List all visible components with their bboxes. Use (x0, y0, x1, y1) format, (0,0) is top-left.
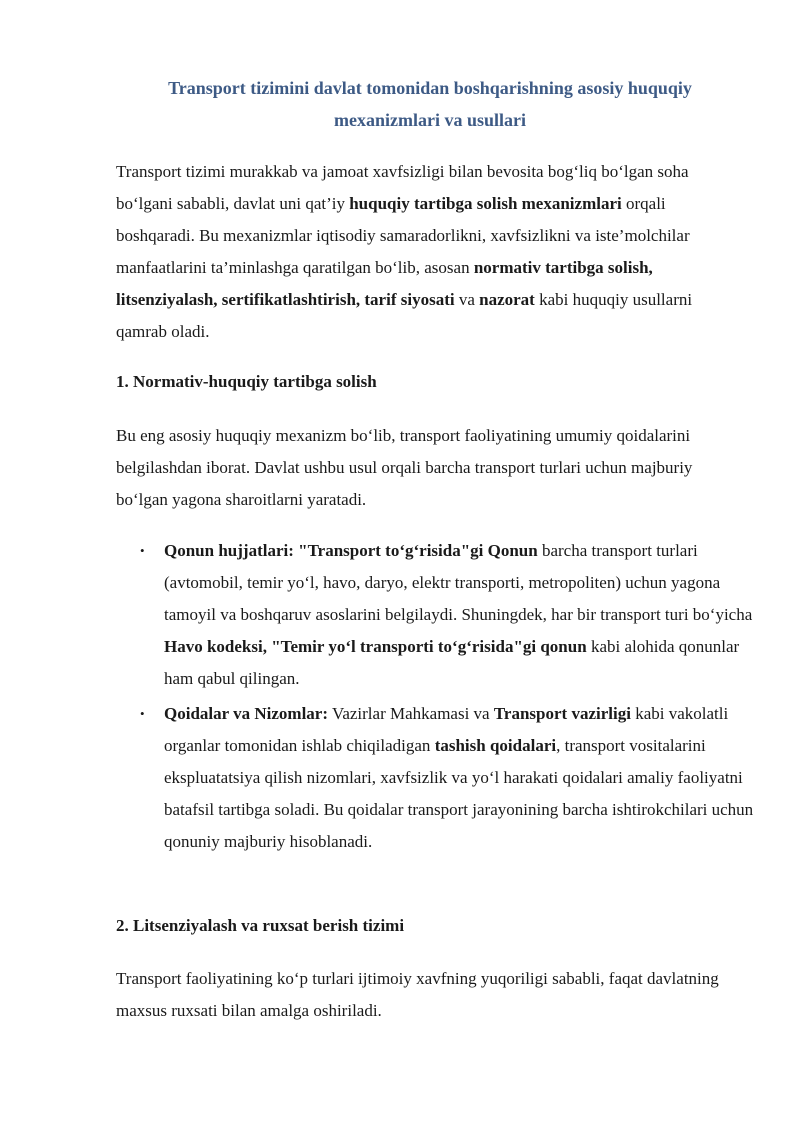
bullet1-text-1: barcha transport turlari (avtomobil, temir yo‘l, havo, daryo, elektr transporti, metropoliten) uchun yagona tamoyil va boshqaruv asoslarini belgilaydi. Shuningdek, har bir transport turi bo‘yicha (164, 541, 753, 624)
intro-text-4: kabi huquqiy usullarni qamrab oladi. (116, 290, 693, 341)
intro-bold-1: huquqiy tartibga solish mexanizmlari (349, 194, 622, 213)
intro-text-1: Transport tizimi murakkab va jamoat xavfsizligi bilan bevosita bog‘liq bo‘lgan soha bo‘lgani sababli, davlat uni qat’iy (116, 162, 689, 213)
bullet2-bold-1: Qoidalar va Nizomlar: (164, 704, 328, 723)
bullet1-text-2: kabi alohida qonunlar ham qabul qilingan. (164, 637, 740, 688)
section-1-heading: 1. Normativ-huquqiy tartibga solish (116, 372, 377, 391)
intro-text-3: va (454, 290, 480, 309)
bullet2-text-3: , transport vositalarini ekspluatatsiya qilish nizomlari, xavfsizlik va yo‘l harakati qoidalari amaliy faoliyatni batafsil tartibga soladi. Bu qoidalar transport jarayonining barcha ishtirokchilari uchun qonuniy majburiy hisoblanadi. (164, 736, 754, 851)
intro-bold-3: nazorat (479, 290, 535, 309)
intro-paragraph (116, 156, 746, 348)
intro-bold-2: normativ tartibga solish, litsenziyalash, sertifikatlashtirish, tarif siyosati (116, 258, 653, 309)
bullet2-bold-3: tashish qoidalari (434, 736, 557, 755)
list-item-text (164, 698, 754, 858)
bullet-marker: • (140, 706, 145, 721)
title-line-2: mexanizmlari va usullari (334, 110, 526, 130)
bullet2-text-2: kabi vakolatli organlar tomonidan ishlab chiqiladigan (164, 704, 729, 755)
section-2-paragraph: Transport faoliyatining ko‘p turlari ijtimoiy xavfning yuqoriligi sababli, faqat davlatning maxsus ruxsati bilan amalga oshiriladi. (116, 969, 719, 1020)
bullet1-bold-1: Qonun hujjatlari: "Transport to‘g‘risida"gi Qonun (164, 541, 538, 560)
section-2-heading: 2. Litsenziyalash va ruxsat berish tizimi (116, 916, 405, 935)
title-line-1: Transport tizimini davlat tomonidan boshqarishning asosiy huquqiy (168, 78, 692, 98)
section-1-paragraph: Bu eng asosiy huquqiy mexanizm bo‘lib, transport faoliyatining umumiy qoidalarini belgilashdan iborat. Davlat ushbu usul orqali barcha transport turlari uchun majburiy bo‘lgan yagona sharoitlarni yaratadi. (116, 426, 693, 509)
bullet2-text-1: Vazirlar Mahkamasi va (328, 704, 494, 723)
list-item-text (164, 535, 754, 695)
bullet-marker: • (140, 543, 145, 558)
intro-text-2: orqali boshqaradi. Bu mexanizmlar iqtisodiy samaradorlikni, xavfsizlikni va iste’molchilar manfaatlarini ta’minlashga qaratilgan bo‘lib, asosan (116, 194, 690, 277)
bullet1-bold-2: Havo kodeksi, "Temir yo‘l transporti to‘g‘risida"gi qonun (164, 637, 587, 656)
document-title (110, 72, 750, 136)
bullet2-bold-2: Transport vazirligi (493, 704, 631, 723)
